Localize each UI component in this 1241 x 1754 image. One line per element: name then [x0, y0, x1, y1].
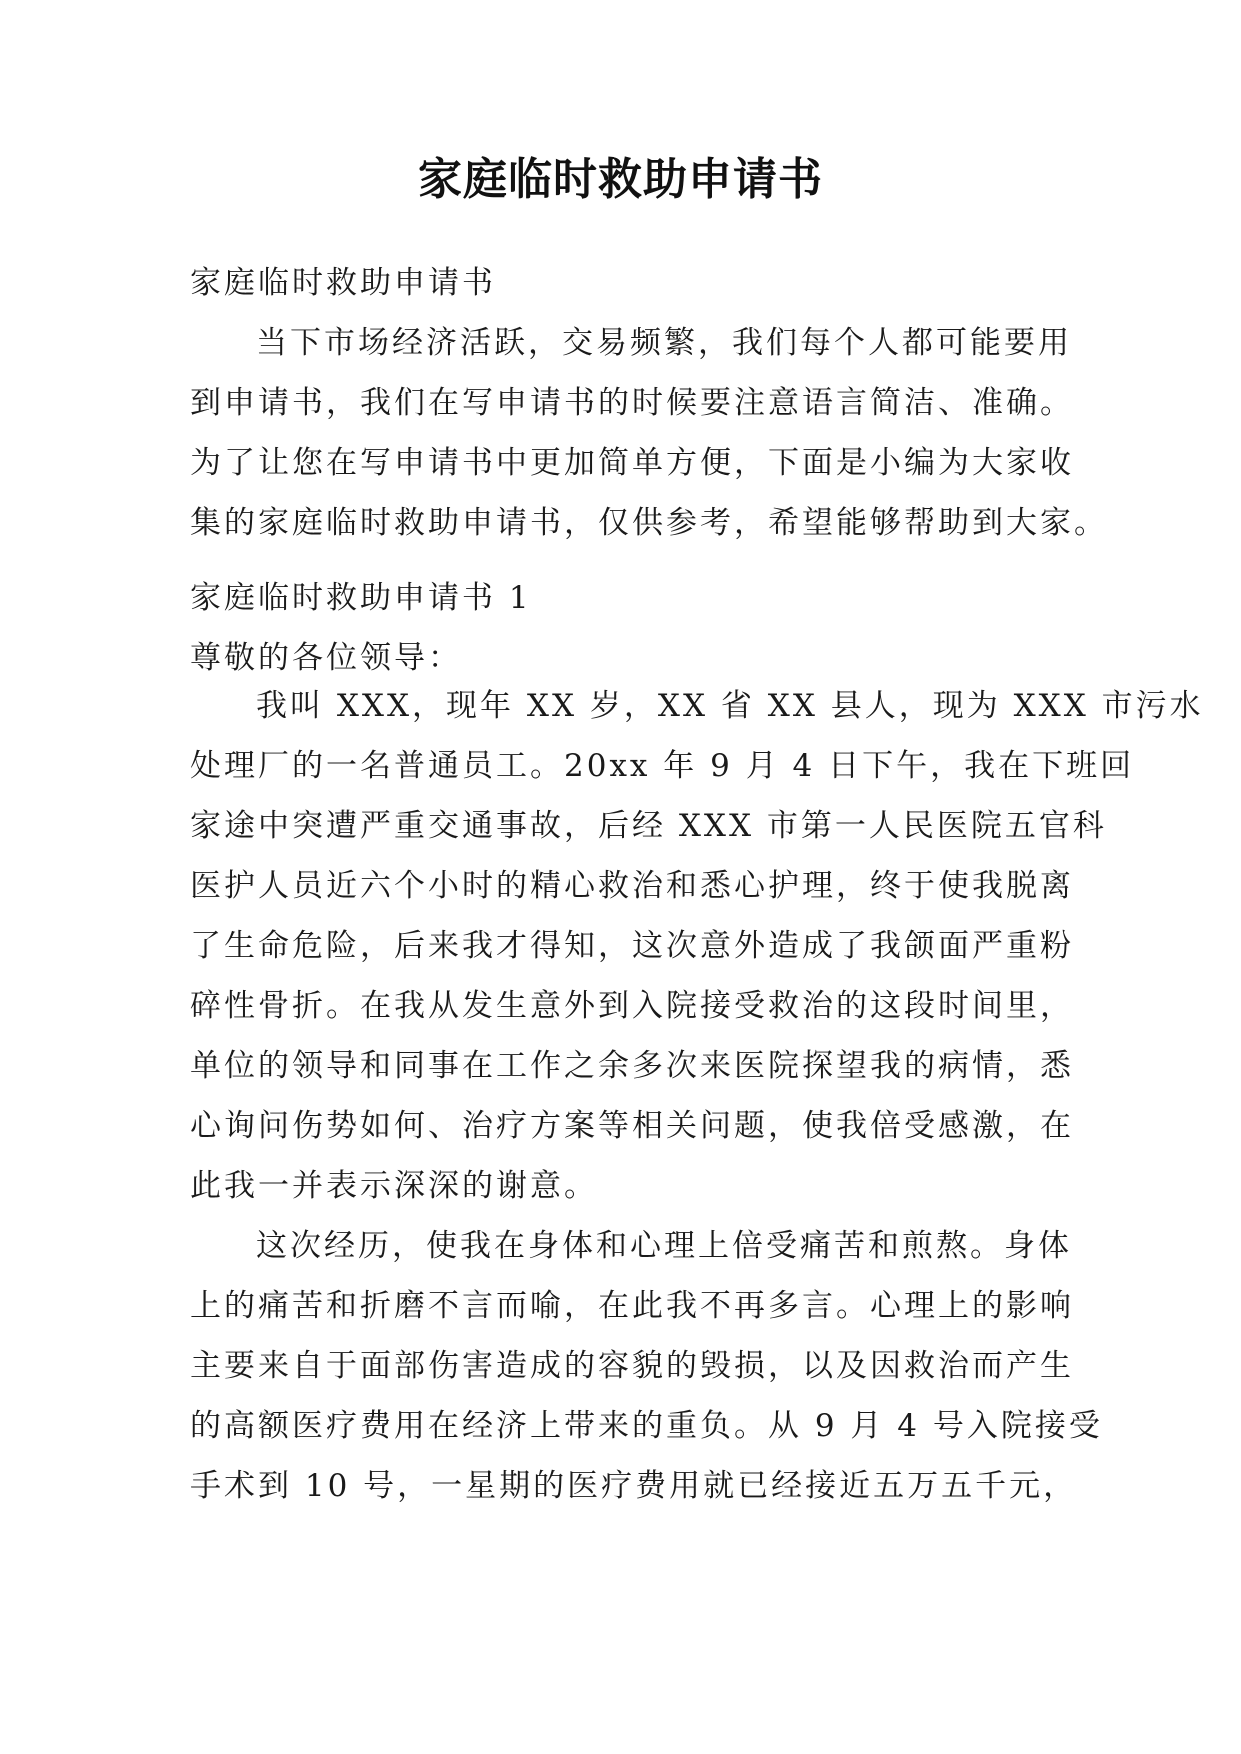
- paragraph-line: 心询问伤势如何、治疗方案等相关问题，使我倍受感激，在: [190, 1108, 1074, 1144]
- body-paragraph-1: [190, 676, 1204, 1216]
- paragraph-line: 上的痛苦和折磨不言而喻，在此我不再多言。心理上的影响: [190, 1288, 1074, 1324]
- intro-paragraph: [190, 313, 1108, 553]
- paragraph-line: 集的家庭临时救助申请书，仅供参考，希望能够帮助到大家。: [190, 505, 1108, 541]
- paragraph-line: 我叫 XXX，现年 XX 岁，XX 省 XX 县人，现为 XXX 市污水: [256, 688, 1204, 724]
- paragraph-line: 家途中突遭严重交通事故，后经 XXX 市第一人民医院五官科: [190, 808, 1107, 844]
- paragraph-line: 处理厂的一名普通员工。20xx 年 9 月 4 日下午，我在下班回: [190, 748, 1135, 784]
- paragraph-line: 主要来自于面部伤害造成的容貌的毁损，以及因救治而产生: [190, 1348, 1074, 1384]
- paragraph-line: 这次经历，使我在身体和心理上倍受痛苦和煎熬。身体: [256, 1228, 1072, 1264]
- document-subtitle: [190, 253, 1070, 313]
- paragraph-line: 了生命危险，后来我才得知，这次意外造成了我颌面严重粉: [190, 928, 1074, 964]
- paragraph-line: 单位的领导和同事在工作之余多次来医院探望我的病情，悉: [190, 1048, 1074, 1084]
- paragraph-line: 碎性骨折。在我从发生意外到入院接受救治的这段时间里，: [190, 988, 1074, 1024]
- paragraph-line: 当下市场经济活跃，交易频繁，我们每个人都可能要用: [256, 325, 1072, 361]
- salutation: 尊敬的各位领导：: [190, 640, 462, 676]
- paragraph-line: 为了让您在写申请书中更加简单方便，下面是小编为大家收: [190, 445, 1074, 481]
- paragraph-line: 到申请书，我们在写申请书的时候要注意语言简洁、准确。: [190, 385, 1074, 421]
- section-heading: 家庭临时救助申请书 1: [190, 580, 532, 616]
- paragraph-line: 此我一并表示深深的谢意。: [190, 1168, 598, 1204]
- subtitle-text: 家庭临时救助申请书: [190, 265, 496, 301]
- letter-header: [190, 568, 1070, 688]
- paragraph-line: 的高额医疗费用在经济上带来的重负。从 9 月 4 号入院接受: [190, 1408, 1103, 1444]
- document-title: 家庭临时救助申请书: [418, 154, 823, 205]
- body-paragraph-2: [190, 1216, 1103, 1516]
- paragraph-line: 手术到 10 号，一星期的医疗费用就已经接近五万五千元，: [190, 1468, 1078, 1504]
- paragraph-line: 医护人员近六个小时的精心救治和悉心护理，终于使我脱离: [190, 868, 1074, 904]
